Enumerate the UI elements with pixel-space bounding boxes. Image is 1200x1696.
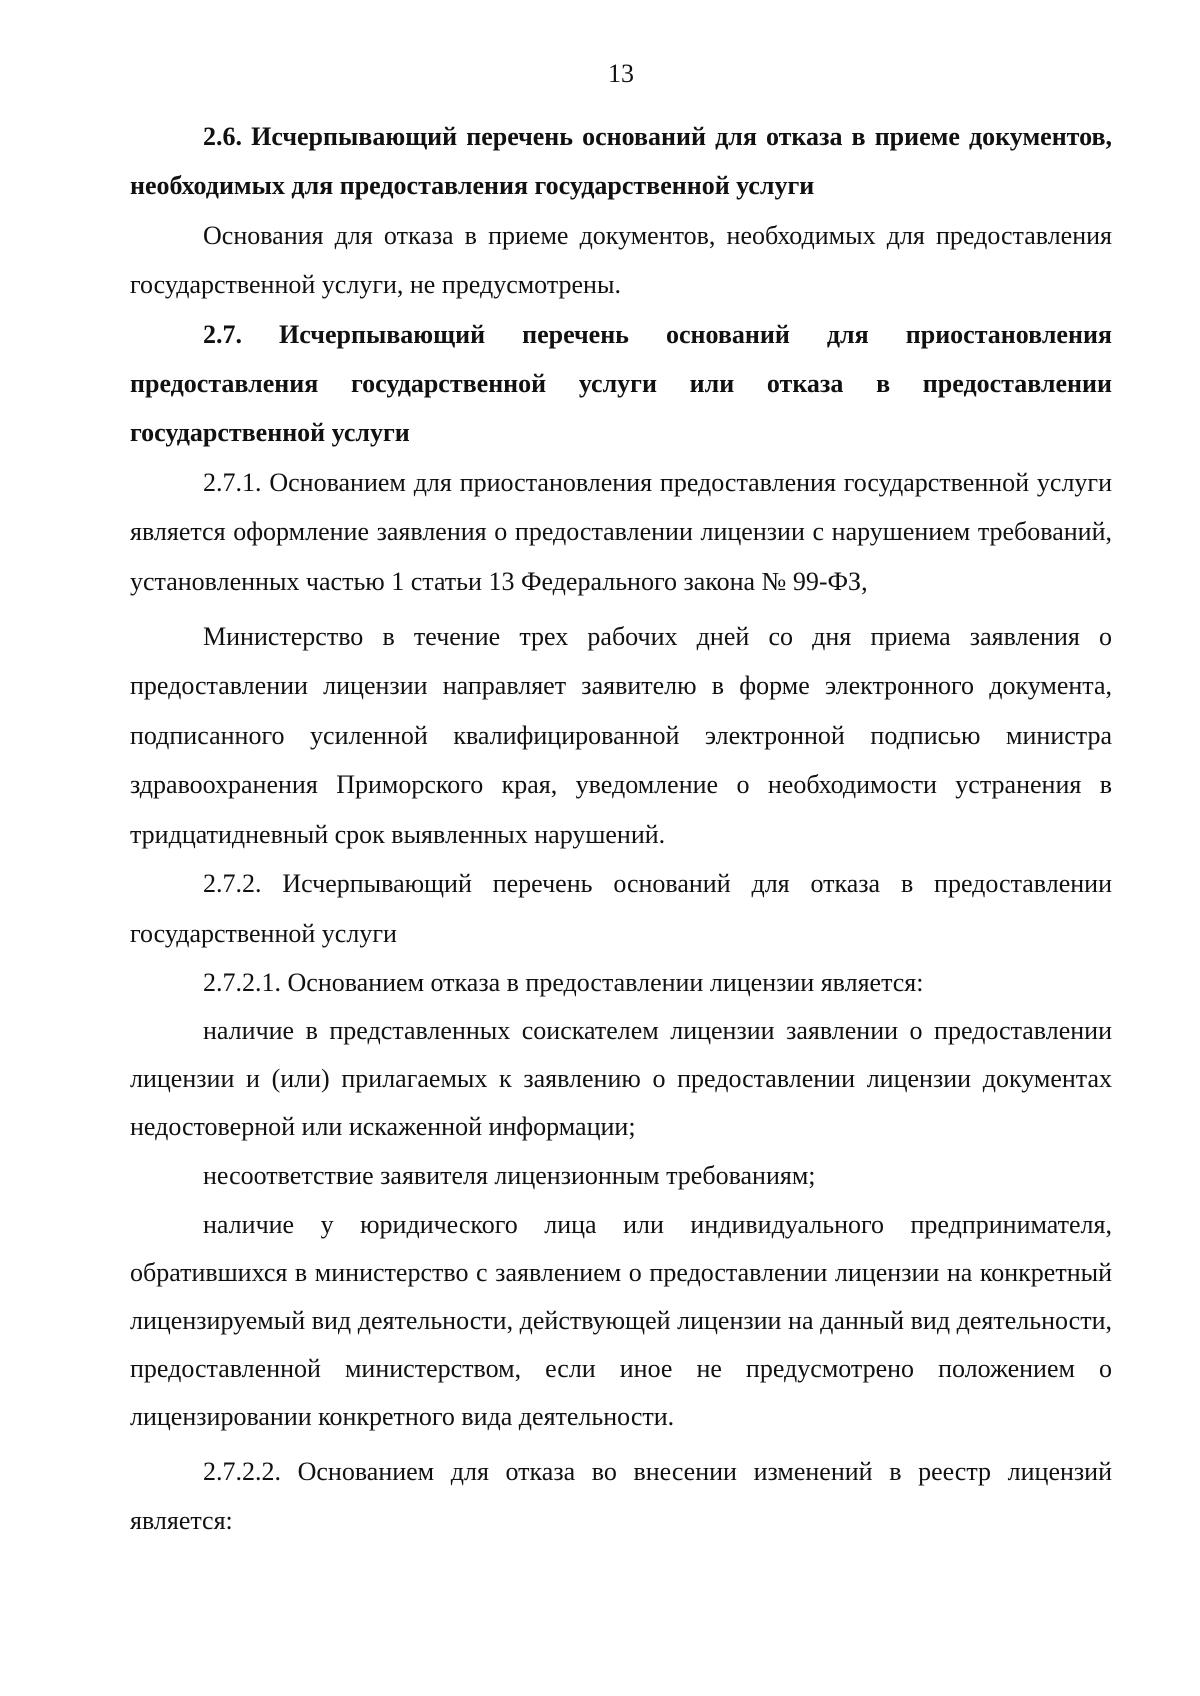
list-item-noncompliance: несоответствие заявителя лицензионным требованиям;	[203, 1161, 816, 1191]
document-body	[130, 112, 1112, 1546]
page-number: 13	[608, 59, 634, 88]
paragraph-2-7-2: 2.7.2. Исчерпывающий перечень оснований для отказа в предоставлении государственной услуги	[130, 869, 1112, 948]
paragraph-2-7-1: 2.7.1. Основанием для приостановления предоставления государственной услуги является оформление заявления о предоставлении лицензии с нарушением требований, установленных частью 1 статьи 13 Федерального закона № 99-ФЗ,	[130, 467, 1112, 596]
paragraph-2-7-2-2: 2.7.2.2. Основанием для отказа во внесении изменений в реестр лицензий является:	[130, 1456, 1112, 1536]
section-heading-2-6: 2.6. Исчерпывающий перечень оснований для отказа в приеме документов, необходимых для предоставления государственной услуги	[130, 122, 1112, 201]
list-item-false-information: наличие в представленных соискателем лицензии заявлении о предоставлении лицензии и (или) прилагаемых к заявлению о предоставлении лицензии документах недостоверной или искаженной информации;	[130, 1016, 1112, 1142]
section-heading-2-7: 2.7. Исчерпывающий перечень оснований для приостановления предоставления государственной услуги или отказа в предоставлении государственной услуги	[130, 319, 1112, 448]
paragraph-ministry-notice: Министерство в течение трех рабочих дней со дня приема заявления о предоставлении лицензии направляет заявителю в форме электронного документа, подписанного усиленной квалифицированной электронной подписью министра здравоохранения Приморского края, уведомление о необходимости устранения в тридцатидневный срок выявленных нарушений.	[130, 622, 1112, 849]
paragraph-2-7-2-1: 2.7.2.1. Основанием отказа в предоставлении лицензии является:	[203, 967, 924, 997]
paragraph-2-6-body: Основания для отказа в приеме документов, необходимых для предоставления государственной услуги, не предусмотрены.	[130, 220, 1112, 300]
list-item-existing-license: наличие у юридического лица или индивидуального предпринимателя, обратившихся в министерство с заявлением о предоставлении лицензии на конкретный лицензируемый вид деятельности, действующей лицензии на данный вид деятельности, предоставленной министерством, если иное не предусмотрено положением о лицензировании конкретного вида деятельности.	[130, 1209, 1112, 1431]
